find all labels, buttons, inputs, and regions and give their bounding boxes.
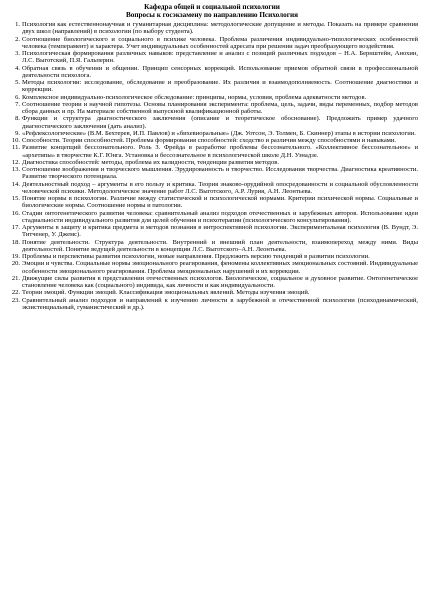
question-text: Диагностика способностей: методы, проблема их валидности, тенденции развития методов.: [22, 158, 280, 166]
question-text: Комплексное индивидуально-психологическое обследование: принципы, нормы, условия, проблема адекватности методов.: [22, 93, 367, 101]
question-number: 15.: [11, 195, 20, 202]
question-text: Соотношение теории и научной гипотезы. Основы планирования эксперимента: проблема, цель, задачи, виды переменных, подбор методов сбора данных и пр. На материале собственной выпускной квалификационной работы.: [22, 100, 418, 115]
question-text: Соотношение воображения и творческого мышления. Эрудированность и творчество. Исследования творчества. Диагностика креативности. Развитие творческого потенциала.: [22, 166, 418, 181]
question-number: 14.: [11, 180, 20, 188]
question-text: Способности. Теории способностей. Проблема формирования способностей: сходство и различия между способностями и навыками.: [22, 137, 397, 144]
question-text: Соотношение биологического и социального в психике человека. Проблема различения индивидуально-типологических особенностей человека (темперамент) и характера. Учет индивидуальных особенностей адресата при решении задач преобразующего воздействия.: [22, 35, 418, 50]
question-number: 4.: [15, 64, 20, 72]
question-text: Сравнительный анализ подходов и направлений к изучению личности в зарубежной и отечественной психологии (психодинамический, экзистенциальный, гуманистический и др.).: [22, 296, 418, 311]
list-item: [6, 65, 418, 80]
question-number: 7.: [15, 100, 20, 108]
question-number: 18.: [11, 238, 20, 246]
question-number: 19.: [11, 253, 20, 260]
question-number: 3.: [15, 50, 20, 57]
question-text: Теории эмоций. Функции эмоций. Классификация эмоциональных явлений. Методы изучения эмоций.: [22, 289, 310, 297]
question-text: Движущие силы развития в представлении отечественных психологов. Биологическое, социальное и духовное развитие. Онтогенетическое становление человека как (социального) индивида, как личности и как индивидуальности.: [22, 274, 418, 289]
question-text: Психологическая формирования различных навыков: представление и анализ с позиций различных подходов – Н.А. Бернштейн, Анохин, Л.С. Выготский, П.Я. Гальперин.: [22, 50, 418, 65]
list-item: [6, 36, 418, 51]
question-text: Функции и структура диагностического заключения (описание и теоретическое обоснование). Предложить пример удачного диагностического заключения (дать анализ).: [22, 115, 418, 130]
question-text: Стадии онтогенетического развития человека: сравнительный анализ подходов отечественных и зарубежных авторов. Использование идеи стадиальности индивидуального развития для целей обучения и психотерапии (психологического консультирования).: [22, 209, 418, 224]
list-item: [6, 50, 418, 65]
question-text: «Рефлексологические» (В.М. Бехтерев, И.П. Павлов) и «бихевиоральные» (Дж. Уотсон, Э. Толмен, Б. Скиннер) этапы в истории психологии.: [22, 129, 416, 137]
list-item: [6, 260, 418, 275]
question-number: 2.: [15, 35, 20, 43]
question-number: 13.: [11, 166, 20, 173]
question-text: Психология как естественнонаучная и гуманитарная дисциплина: методологические допущение и методы. Показать на примере сравнения двух школ (направлений) в психологии (по выбору студента).: [22, 21, 418, 36]
question-number: 8.: [15, 115, 20, 123]
question-number: 22.: [11, 289, 20, 297]
question-number: 12.: [11, 158, 20, 166]
question-text: Понятие нормы в психологии. Различие между статистической и психологической нормами. Критерии психической нормы. Социальные и биологические нормы. Соотношение нормы и патологии.: [22, 195, 418, 210]
question-text: Аргументы в защиту и критика предмета и методов познания в интроспективной психологии. Экспериментальная психология (В. Вундт, Э. Титченер, У. Джемс).: [22, 224, 418, 239]
question-text: Деятельностный подход – аргументы в его пользу и критика. Теория знаково-орудийной опосредованности и социальной обусловленности человеческой психики. Методологическое значение работ Л.С. Выготского, А.Р. Лурия, А.Н. Леонтьева.: [22, 180, 418, 195]
list-item: [6, 253, 418, 260]
list-item: [6, 79, 418, 94]
question-number: 16.: [11, 209, 20, 217]
list-item: [6, 195, 418, 210]
list-item: [6, 275, 418, 290]
list-item: [6, 21, 418, 36]
question-number: 21.: [11, 274, 20, 282]
list-item: [6, 159, 418, 166]
question-number: 5.: [15, 79, 20, 86]
question-number: 9.: [15, 129, 20, 137]
list-item: [6, 239, 418, 254]
question-number: 10.: [11, 137, 20, 144]
list-item: [6, 210, 418, 225]
question-text: Эмоции и чувства. Социальные нормы эмоционального реагирования, феномены коллективных эмоциональных состояний. Индивидуальные особенности эмоционального реагирования. Проблема эмоциональных нарушений и их коррекции.: [22, 260, 418, 275]
question-text: Проблемы и перспективы развития психологии, новые направления. Предложить версию тенденций в развитии психологии.: [22, 253, 370, 260]
question-number: 11.: [12, 144, 20, 152]
question-text: Понятие деятельности. Структура деятельности. Внутренний и внешний план деятельности, взаимопереход между ними. Виды деятельностей. Понятие ведущей деятельности в концепции Л.С. Выготского–А.Н. Леонтьева.: [22, 238, 418, 253]
list-item: [6, 289, 418, 296]
question-number: 23.: [11, 296, 20, 304]
question-text: Обратная связь в обучении и общении. Принцип сенсорных коррекций. Использование приемов обратной связи в профессиональной деятельности психолога.: [22, 64, 418, 79]
list-item: [6, 130, 418, 137]
document-title: Вопросы к госэкзамену по направлению Психология: [125, 11, 298, 19]
list-item: [6, 115, 418, 130]
questions-list: [6, 21, 418, 311]
question-number: 17.: [11, 224, 20, 231]
question-number: 1.: [15, 21, 20, 28]
list-item: [6, 166, 418, 181]
list-item: [6, 297, 418, 312]
question-text: Методы психологии: исследование, обследование и преобразование. Их различия и взаимодополняемость. Соотношение диагностики и коррекции.: [22, 79, 418, 94]
list-item: [6, 224, 418, 239]
list-item: [6, 94, 418, 101]
department-heading: Кафедра общей и социальной психологии: [144, 3, 280, 11]
list-item: [6, 137, 418, 144]
question-number: 20.: [11, 260, 20, 268]
list-item: [6, 101, 418, 116]
question-number: 6.: [15, 93, 20, 101]
list-item: [6, 181, 418, 196]
question-text: Развитие концепций бессознательного. Роль З. Фрейда в разработке проблемы бессознательного. «Коллективное бессознательное» и «архетипы» в творчестве К.Г. Юнга. Установка и бессознательное в психологической школе Д.Н. Узнадзе.: [22, 144, 418, 159]
list-item: [6, 144, 418, 159]
